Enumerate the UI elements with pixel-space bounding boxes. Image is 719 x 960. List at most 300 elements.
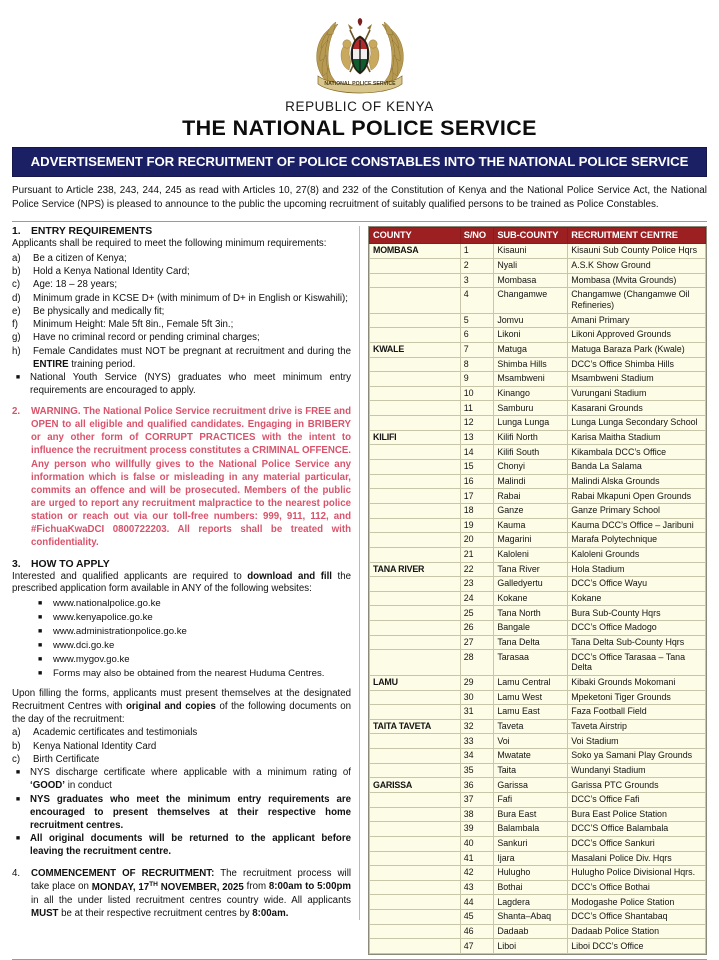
cell-county	[370, 273, 461, 288]
cell-sno: 44	[460, 895, 494, 910]
cell-county: KWALE	[370, 342, 461, 357]
cell-sno: 5	[460, 313, 494, 328]
website-url[interactable]: www.kenyapolice.go.ke	[53, 612, 153, 624]
date-suffix: NOVEMBER, 2025	[157, 881, 244, 893]
cell-sub-county: Kisauni	[494, 244, 568, 259]
table-row	[370, 895, 706, 910]
cell-sub-county: Malindi	[494, 474, 568, 489]
list-item	[12, 740, 351, 753]
cell-recruitment-centre: Garissa PTC Grounds	[568, 778, 706, 793]
commencement-date	[92, 882, 244, 893]
list-item-website[interactable]	[38, 625, 351, 639]
cell-recruitment-centre: Hola Stadium	[568, 562, 706, 577]
cell-county	[370, 705, 461, 720]
table-row	[370, 547, 706, 562]
cell-sub-county: Ganze	[494, 503, 568, 518]
cell-county	[370, 866, 461, 881]
item-text: Birth Certificate	[33, 753, 100, 765]
cell-county	[370, 880, 461, 895]
table-row	[370, 577, 706, 592]
cell-county: TANA RIVER	[370, 562, 461, 577]
table-row	[370, 273, 706, 288]
cell-sno: 17	[460, 489, 494, 504]
table-row	[370, 705, 706, 720]
list-item-website[interactable]	[38, 639, 351, 653]
commencement-part-2: from	[243, 881, 269, 893]
bullet-icon: ■	[15, 373, 21, 381]
table-row	[370, 518, 706, 533]
cell-sub-county: Dadaab	[494, 924, 568, 939]
cell-sno: 24	[460, 591, 494, 606]
cell-recruitment-centre: A.S.K Show Ground	[568, 258, 706, 273]
cell-recruitment-centre: DCC’s Office Fafi	[568, 793, 706, 808]
cell-sub-county: Rabai	[494, 489, 568, 504]
cell-sno: 1	[460, 244, 494, 259]
list-item	[12, 318, 351, 331]
cell-county	[370, 258, 461, 273]
cell-recruitment-centre: Rabai Mkapuni Open Grounds	[568, 489, 706, 504]
date-ordinal-suffix: TH	[149, 880, 158, 888]
cell-recruitment-centre: Mombasa (Mvita Grounds)	[568, 273, 706, 288]
cell-sno: 41	[460, 851, 494, 866]
cell-county: LAMU	[370, 675, 461, 690]
list-item-website[interactable]	[38, 653, 351, 667]
document-header	[0, 0, 719, 141]
entry-section-number: 1.	[12, 225, 21, 237]
cell-recruitment-centre: Voi Stadium	[568, 734, 706, 749]
cell-sno: 11	[460, 401, 494, 416]
cell-sno: 10	[460, 386, 494, 401]
cell-county	[370, 793, 461, 808]
cell-sub-county: Kilifi South	[494, 445, 568, 460]
cell-sno: 2	[460, 258, 494, 273]
commencement-time-range: 8:00am to 5:00pm	[268, 881, 351, 893]
original-copies-emphasis: original and copies	[125, 701, 216, 713]
table-row	[370, 749, 706, 764]
cell-county	[370, 822, 461, 837]
cell-recruitment-centre: Tana Delta Sub-County Hqrs	[568, 635, 706, 650]
cell-county	[370, 763, 461, 778]
cell-county	[370, 288, 461, 314]
bullet-icon: ■	[15, 795, 21, 803]
cell-sub-county: Msambweni	[494, 372, 568, 387]
commencement-title: COMMENCEMENT OF RECRUITMENT:	[31, 868, 215, 880]
download-fill-emphasis: download and fill	[247, 570, 333, 582]
cell-sno: 15	[460, 460, 494, 475]
cell-sub-county: Shanta–Abaq	[494, 910, 568, 925]
nys-graduates-text: NYS graduates who meet the minimum entry requirements are encouraged to present themselves at their respective home recruitment centres.	[30, 793, 351, 831]
table-row	[370, 288, 706, 314]
how-to-apply-heading	[12, 559, 351, 570]
cell-county	[370, 474, 461, 489]
table-row	[370, 244, 706, 259]
table-row	[370, 533, 706, 548]
warning-section	[12, 405, 351, 550]
crest-banner-text: NATIONAL POLICE SERVICE	[323, 81, 396, 87]
cell-sub-county: Magarini	[494, 533, 568, 548]
table-row	[370, 851, 706, 866]
item-label: f)	[12, 319, 18, 331]
table-row	[370, 675, 706, 690]
apply-section-number: 3.	[12, 558, 21, 570]
item-label: c)	[12, 279, 21, 291]
apply-intro-pre: Interested and qualified applicants are required to	[12, 570, 248, 582]
list-item	[12, 331, 351, 344]
cell-sub-county: Samburu	[494, 401, 568, 416]
cell-sub-county: Bangale	[494, 621, 568, 636]
website-url[interactable]: www.dci.go.ke	[53, 640, 115, 652]
list-item-website[interactable]	[38, 597, 351, 611]
cell-sub-county: Tana River	[494, 562, 568, 577]
must-emphasis: MUST	[31, 908, 59, 919]
column-header-sub-county: SUB-COUNTY	[494, 227, 568, 244]
cell-recruitment-centre: DCC’s Office Sankuri	[568, 836, 706, 851]
apply-intro	[12, 571, 351, 597]
cell-county	[370, 650, 461, 676]
item-label: b)	[12, 265, 21, 277]
cell-sub-county: Jomvu	[494, 313, 568, 328]
entry-requirement-list	[12, 252, 351, 371]
cell-sno: 21	[460, 547, 494, 562]
list-item	[12, 726, 351, 739]
cell-sno: 45	[460, 910, 494, 925]
item-label: g)	[12, 332, 21, 344]
cell-recruitment-centre: Bura East Police Station	[568, 807, 706, 822]
cell-recruitment-centre: Faza Football Field	[568, 705, 706, 720]
cell-sub-county: Nyali	[494, 258, 568, 273]
cell-sno: 13	[460, 430, 494, 445]
banner-container	[0, 147, 719, 177]
cell-sub-county: Bothai	[494, 880, 568, 895]
bullet-icon: ■	[15, 769, 21, 777]
cell-sub-county: Hulugho	[494, 866, 568, 881]
cell-sub-county: Fafi	[494, 793, 568, 808]
cell-sub-county: Lamu Central	[494, 675, 568, 690]
table-row	[370, 357, 706, 372]
cell-recruitment-centre: DCC’s Office Bothai	[568, 880, 706, 895]
entire-emphasis: ENTIRE	[33, 358, 69, 370]
cell-sno: 29	[460, 675, 494, 690]
cell-recruitment-centre: Wundanyi Stadium	[568, 763, 706, 778]
entry-requirements-heading	[12, 226, 351, 237]
bullet-icon: ■	[38, 614, 43, 622]
cell-recruitment-centre: DCC’s Office Madogo	[568, 621, 706, 636]
cell-sno: 23	[460, 577, 494, 592]
table-row	[370, 386, 706, 401]
nys-eligibility-bullet	[12, 371, 351, 397]
cell-sno: 22	[460, 562, 494, 577]
table-row	[370, 650, 706, 676]
cell-sub-county: Kilifi North	[494, 430, 568, 445]
table-row	[370, 372, 706, 387]
cell-recruitment-centre: Ganze Primary School	[568, 503, 706, 518]
item-text: Kenya National Identity Card	[33, 740, 157, 752]
item-label: c)	[12, 753, 21, 765]
cell-sub-county: Kaloleni	[494, 547, 568, 562]
table-row	[370, 503, 706, 518]
cell-recruitment-centre: Modogashe Police Station	[568, 895, 706, 910]
item-text	[33, 345, 351, 371]
cell-recruitment-centre: Kauma DCC’s Office – Jaribuni	[568, 518, 706, 533]
cell-recruitment-centre: DCC’s Office Tarasaa – Tana Delta	[568, 650, 706, 676]
cell-recruitment-centre: Kokane	[568, 591, 706, 606]
cell-county	[370, 401, 461, 416]
item-text: Minimum Height: Male 5ft 8in., Female 5ft 3in.;	[33, 319, 234, 331]
cell-recruitment-centre: Liboi DCC’s Office	[568, 939, 706, 954]
column-header-county: COUNTY	[370, 227, 461, 244]
cell-sub-county: Bura East	[494, 807, 568, 822]
item-label: h)	[12, 345, 21, 357]
cell-sno: 33	[460, 734, 494, 749]
list-item	[12, 292, 351, 305]
item-label: d)	[12, 292, 21, 304]
present-post: of the following documents on the day of the recruitment:	[12, 701, 351, 726]
cell-sub-county: Tana North	[494, 606, 568, 621]
cell-recruitment-centre: Likoni Approved Grounds	[568, 328, 706, 343]
cell-county	[370, 749, 461, 764]
cell-sno: 25	[460, 606, 494, 621]
cell-county	[370, 503, 461, 518]
cell-county	[370, 621, 461, 636]
table-row	[370, 635, 706, 650]
cell-sub-county: Matuga	[494, 342, 568, 357]
cell-recruitment-centre: Malindi Alska Grounds	[568, 474, 706, 489]
cell-sno: 30	[460, 690, 494, 705]
date-prefix: MONDAY, 17	[91, 881, 150, 893]
table-row	[370, 719, 706, 734]
table-row	[370, 258, 706, 273]
item-text: Age: 18 – 28 years;	[33, 279, 118, 291]
table-row	[370, 866, 706, 881]
cell-sub-county: Shimba Hills	[494, 357, 568, 372]
cell-county	[370, 547, 461, 562]
table-row	[370, 460, 706, 475]
cell-sno: 40	[460, 836, 494, 851]
cell-county	[370, 460, 461, 475]
cell-sub-county: Tana Delta	[494, 635, 568, 650]
originals-returned-text: All original documents will be returned to the applicant before leaving the recruitment centre.	[30, 833, 351, 858]
website-url[interactable]: www.mygov.go.ke	[53, 654, 130, 666]
cell-sno: 34	[460, 749, 494, 764]
cell-county: KILIFI	[370, 430, 461, 445]
cell-recruitment-centre: Masalani Police Div. Hqrs	[568, 851, 706, 866]
cell-sno: 35	[460, 763, 494, 778]
cell-sno: 20	[460, 533, 494, 548]
bullet-icon: ■	[38, 670, 43, 678]
commencement-part-3: in all the under listed recruitment centres country wide. All applicants	[31, 894, 351, 906]
cell-county	[370, 533, 461, 548]
cell-sno: 9	[460, 372, 494, 387]
cell-recruitment-centre: Dadaab Police Station	[568, 924, 706, 939]
cell-recruitment-centre: Kisauni Sub County Police Hqrs	[568, 244, 706, 259]
cell-sno: 42	[460, 866, 494, 881]
cell-recruitment-centre: Kasarani Grounds	[568, 401, 706, 416]
cell-county	[370, 635, 461, 650]
table-row	[370, 416, 706, 431]
table-row	[370, 313, 706, 328]
list-item	[12, 753, 351, 766]
cell-sno: 36	[460, 778, 494, 793]
cell-sub-county: Mombasa	[494, 273, 568, 288]
pregnancy-text-post: training period.	[68, 358, 136, 370]
cell-county	[370, 910, 461, 925]
cell-sno: 8	[460, 357, 494, 372]
cell-county	[370, 939, 461, 954]
table-row	[370, 606, 706, 621]
cell-sno: 7	[460, 342, 494, 357]
cell-sub-county: Balambala	[494, 822, 568, 837]
cell-county	[370, 328, 461, 343]
table-row	[370, 910, 706, 925]
cell-sno: 32	[460, 719, 494, 734]
cell-recruitment-centre: Changamwe (Changamwe Oil Refineries)	[568, 288, 706, 314]
cell-sub-county: Chonyi	[494, 460, 568, 475]
cell-county	[370, 690, 461, 705]
table-row	[370, 342, 706, 357]
cell-sub-county: Mwatate	[494, 749, 568, 764]
item-text: Be a citizen of Kenya;	[33, 252, 127, 264]
report-time: 8:00am.	[252, 908, 289, 919]
cell-county	[370, 445, 461, 460]
present-documents-paragraph	[12, 687, 351, 726]
cell-sub-county: Voi	[494, 734, 568, 749]
table-row	[370, 621, 706, 636]
good-rating-emphasis: ‘GOOD’	[30, 780, 65, 792]
cell-sub-county: Galledyertu	[494, 577, 568, 592]
warning-section-number: 2.	[12, 405, 21, 417]
cell-sub-county: Liboi	[494, 939, 568, 954]
table-row	[370, 836, 706, 851]
cell-county	[370, 606, 461, 621]
cell-county: MOMBASA	[370, 244, 461, 259]
cell-recruitment-centre: Vurungani Stadium	[568, 386, 706, 401]
table-row	[370, 939, 706, 954]
table-row	[370, 807, 706, 822]
table-row	[370, 690, 706, 705]
list-item	[12, 305, 351, 318]
list-item	[12, 265, 351, 278]
body-columns	[0, 222, 719, 955]
nys-discharge-bullet	[12, 766, 351, 792]
table-row	[370, 474, 706, 489]
cell-sub-county: Sankuri	[494, 836, 568, 851]
cell-sno: 16	[460, 474, 494, 489]
cell-sub-county: Lagdera	[494, 895, 568, 910]
cell-recruitment-centre: Bura Sub-County Hqrs	[568, 606, 706, 621]
bullet-icon: ■	[38, 642, 43, 650]
kenya-coat-of-arms-icon	[304, 10, 416, 98]
cell-county	[370, 734, 461, 749]
item-label: e)	[12, 305, 21, 317]
cell-sno: 14	[460, 445, 494, 460]
cell-recruitment-centre: Matuga Baraza Park (Kwale)	[568, 342, 706, 357]
recruitment-centres-table-container	[368, 226, 707, 955]
cell-sno: 43	[460, 880, 494, 895]
table-row	[370, 445, 706, 460]
list-item-huduma-note	[38, 667, 351, 681]
table-row	[370, 778, 706, 793]
cell-sub-county: Garissa	[494, 778, 568, 793]
list-item-website[interactable]	[38, 611, 351, 625]
table-row	[370, 591, 706, 606]
item-label: a)	[12, 727, 21, 739]
cell-sno: 12	[460, 416, 494, 431]
cell-recruitment-centre: Mpeketoni Tiger Grounds	[568, 690, 706, 705]
table-row	[370, 880, 706, 895]
website-url[interactable]: www.nationalpolice.go.ke	[53, 598, 161, 610]
cell-sub-county: Taita	[494, 763, 568, 778]
cell-recruitment-centre: Lunga Lunga Secondary School	[568, 416, 706, 431]
cell-sub-county: Changamwe	[494, 288, 568, 314]
cell-recruitment-centre: DCC’s Office Shimba Hills	[568, 357, 706, 372]
table-row	[370, 430, 706, 445]
cell-county	[370, 489, 461, 504]
item-text: Have no criminal record or pending criminal charges;	[33, 332, 260, 344]
cell-sub-county: Kinango	[494, 386, 568, 401]
table-row	[370, 734, 706, 749]
list-item	[12, 252, 351, 265]
list-item-pregnancy	[12, 345, 351, 371]
table-row	[370, 793, 706, 808]
table-row	[370, 924, 706, 939]
table-row	[370, 489, 706, 504]
item-label: b)	[12, 740, 21, 752]
nys-discharge-text	[30, 766, 351, 792]
cell-recruitment-centre: Hulugho Police Divisional Hqrs.	[568, 866, 706, 881]
cell-recruitment-centre: Kaloleni Grounds	[568, 547, 706, 562]
website-list	[12, 597, 351, 681]
preamble-text: Pursuant to Article 238, 243, 244, 245 as read with Articles 10, 27(8) and 232 of the Constitution of Kenya and the National Police Service Act, the National Police Service (NPS) is pleased to announce to the public the upcoming recruitment of suitably qualified persons to be trained as Police Constables.	[12, 185, 707, 211]
cell-county	[370, 836, 461, 851]
required-documents-list	[12, 726, 351, 766]
cell-recruitment-centre: Soko ya Samani Play Grounds	[568, 749, 706, 764]
cell-recruitment-centre: Msambweni Stadium	[568, 372, 706, 387]
commencement-part-1: The recruitment process will take place on	[31, 868, 351, 893]
cell-recruitment-centre: Kibaki Grounds Mokomani	[568, 675, 706, 690]
cell-sub-county: Likoni	[494, 328, 568, 343]
commencement-part-4: be at their respective recruitment centres by	[58, 908, 253, 919]
cell-recruitment-centre: Karisa Maitha Stadium	[568, 430, 706, 445]
cell-recruitment-centre: DCC’s Office Wayu	[568, 577, 706, 592]
table-row	[370, 562, 706, 577]
present-pre: Upon filling the forms, applicants must present themselves at the designated Recruitment Centres with	[12, 688, 351, 713]
right-column	[360, 226, 707, 955]
item-text: Minimum grade in KCSE D+ (with minimum of D+ in English or Kiswahili);	[33, 292, 348, 304]
cell-county	[370, 924, 461, 939]
bullet-icon: ■	[15, 835, 21, 843]
website-url[interactable]: www.administrationpolice.go.ke	[53, 626, 187, 638]
cell-county	[370, 591, 461, 606]
originals-returned-bullet	[12, 832, 351, 858]
cell-sno: 19	[460, 518, 494, 533]
cell-sno: 46	[460, 924, 494, 939]
recruitment-centres-table	[369, 227, 706, 954]
cell-recruitment-centre: Kikambala DCC’s Office	[568, 445, 706, 460]
table-row	[370, 328, 706, 343]
commencement-text	[31, 867, 351, 920]
item-label: a)	[12, 252, 21, 264]
cell-sno: 26	[460, 621, 494, 636]
nys-graduates-bullet	[12, 793, 351, 832]
table-header-row	[370, 227, 706, 244]
nys-eligibility-text: National Youth Service (NYS) graduates who meet minimum entry requirements are encouraged to apply.	[30, 371, 351, 396]
column-header-recruitment-centre: RECRUITMENT CENTRE	[568, 227, 706, 244]
organisation-title: THE NATIONAL POLICE SERVICE	[182, 116, 537, 140]
cell-county	[370, 851, 461, 866]
cell-county: TAITA TAVETA	[370, 719, 461, 734]
apply-section-title: HOW TO APPLY	[31, 558, 110, 570]
cell-sub-county: Lamu West	[494, 690, 568, 705]
